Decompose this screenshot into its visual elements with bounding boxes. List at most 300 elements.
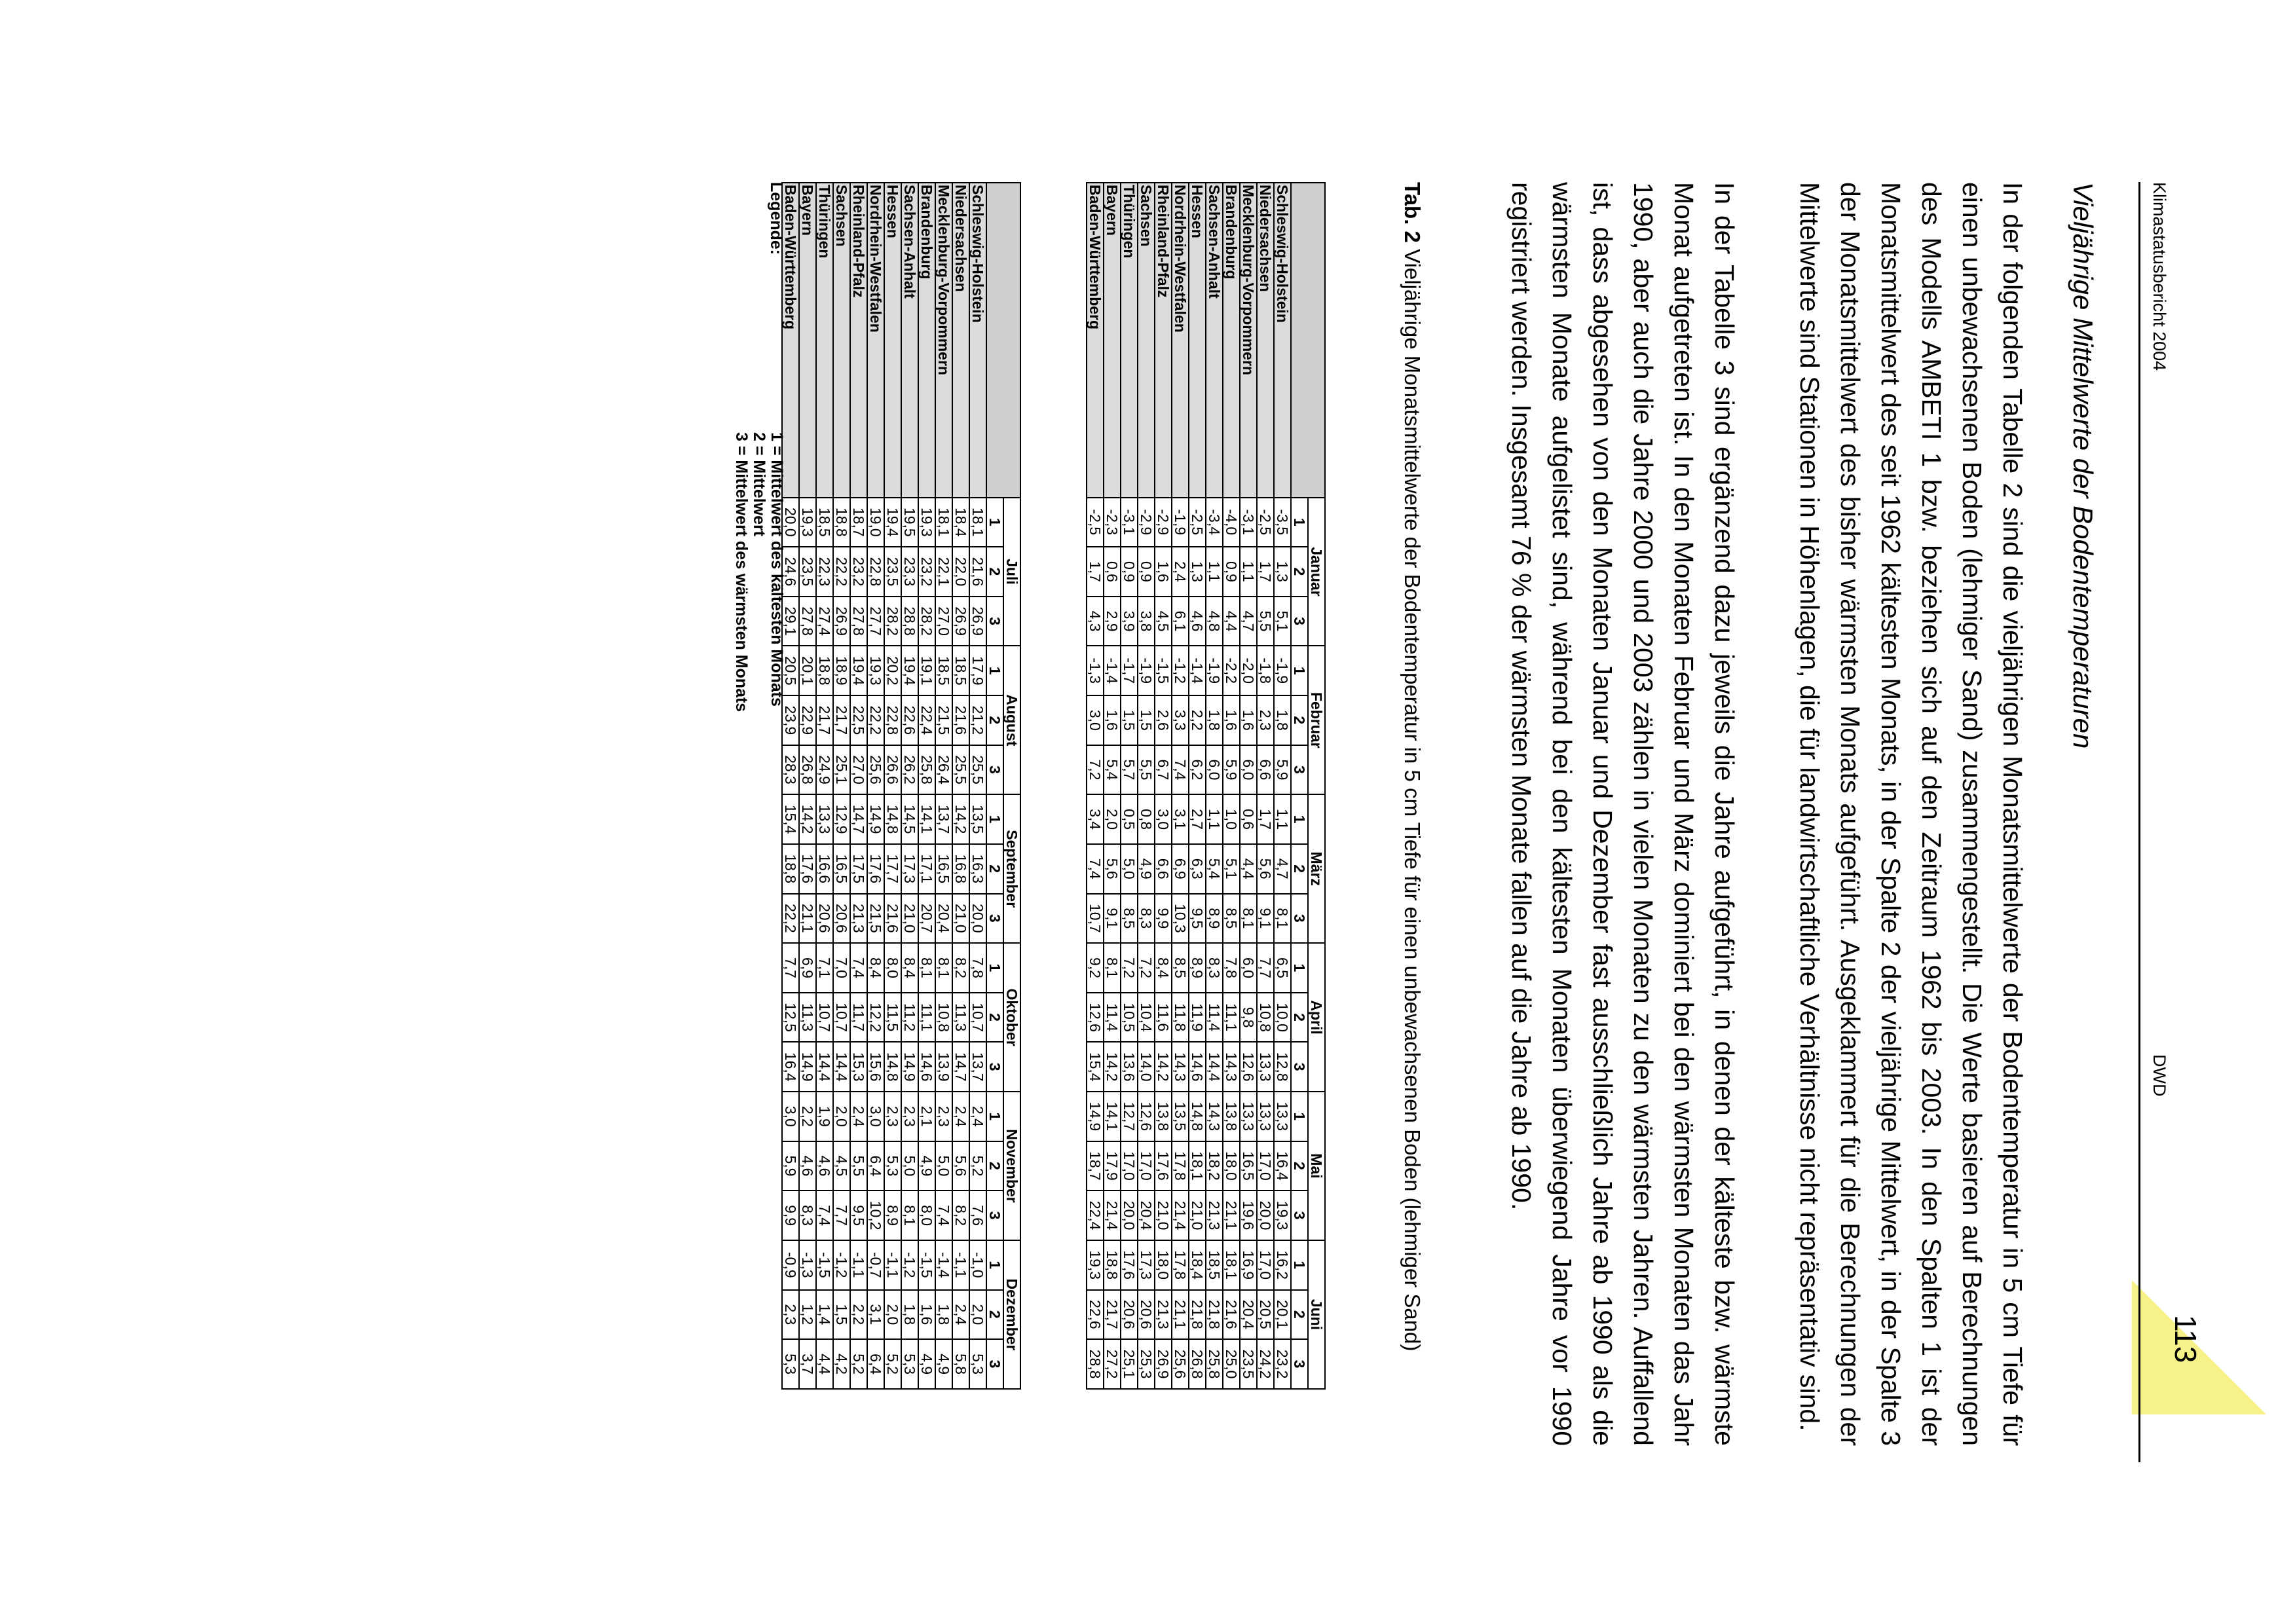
temperature-cell: 16,4 <box>782 1042 799 1092</box>
temperature-cell: -1,5 <box>1155 646 1172 695</box>
temperature-cell: 19,6 <box>1240 1190 1257 1240</box>
temperature-cell: 14,1 <box>918 794 935 844</box>
temperature-cell: 11,1 <box>1223 993 1240 1043</box>
temperature-cell: 8,1 <box>1274 894 1291 944</box>
temperature-cell: 25,1 <box>833 745 850 795</box>
temperature-cell: 1,8 <box>1274 695 1291 745</box>
publisher-label: DWD <box>2150 1054 2169 1097</box>
temperature-cell: 22,8 <box>867 547 884 597</box>
temperature-cell: 3,8 <box>1138 597 1155 646</box>
temperature-cell: 16,5 <box>1240 1141 1257 1191</box>
temperature-cell: 9,2 <box>1087 943 1104 993</box>
column-index-header: 3 <box>1291 745 1308 795</box>
column-index-header: 3 <box>986 597 1003 646</box>
column-index-header: 1 <box>986 943 1003 993</box>
temperature-cell: 21,7 <box>833 695 850 745</box>
temperature-cell: 18,8 <box>1104 1240 1121 1290</box>
column-index-header: 2 <box>986 1141 1003 1191</box>
temperature-cell: 2,0 <box>884 1290 901 1340</box>
temperature-cell: 5,0 <box>935 1141 952 1191</box>
month-header: Juni <box>1308 1240 1325 1389</box>
temperature-cell: 14,8 <box>1189 1092 1206 1141</box>
temperature-cell: 2,1 <box>918 1092 935 1141</box>
temperature-cell: 2,4 <box>952 1092 969 1141</box>
legend-item: 2 = Mittelwert <box>750 432 768 537</box>
temperature-cell: 8,9 <box>1206 894 1223 944</box>
temperature-cell: 9,5 <box>850 1190 867 1240</box>
temperature-cell: 5,0 <box>1121 844 1138 894</box>
temperature-cell: 23,2 <box>1274 1339 1291 1389</box>
temperature-cell: 16,2 <box>1274 1240 1291 1290</box>
temperature-cell: 14,3 <box>1223 1042 1240 1092</box>
month-header: Februar <box>1308 646 1325 794</box>
temperature-cell: 9,9 <box>1155 894 1172 944</box>
temperature-cell: 8,1 <box>918 943 935 993</box>
temperature-cell: 1,0 <box>1223 794 1240 844</box>
temperature-cell: -2,5 <box>1087 498 1104 547</box>
temperature-cell: 10,7 <box>969 993 986 1043</box>
temperature-cell: 17,9 <box>969 646 986 695</box>
temperature-cell: 20,0 <box>1121 1190 1138 1240</box>
temperature-cell: 5,2 <box>850 1339 867 1389</box>
state-name-cell: Nordrhein-Westfalen <box>1172 183 1189 498</box>
temperature-cell: 1,2 <box>799 1290 816 1340</box>
temperature-cell: 6,4 <box>867 1141 884 1191</box>
temperature-cell: 8,2 <box>952 943 969 993</box>
section-title: Vieljährige Mittelwerte der Bodentemperaturen <box>2068 182 2099 749</box>
temperature-cell: 2,4 <box>969 1092 986 1141</box>
temperature-cell: 24,9 <box>816 745 833 795</box>
temperature-cell: -2,3 <box>1104 498 1121 547</box>
temperature-cell: 17,6 <box>1121 1240 1138 1290</box>
temperature-cell: 4,4 <box>1223 597 1240 646</box>
temperature-cell: 18,4 <box>952 498 969 547</box>
temperature-cell: 11,2 <box>901 993 918 1043</box>
table-row <box>850 183 867 1389</box>
temperature-cell: 8,1 <box>901 1190 918 1240</box>
temperature-cell: 6,5 <box>1274 943 1291 993</box>
temperature-cell: 19,1 <box>918 646 935 695</box>
temperature-cell: 26,8 <box>799 745 816 795</box>
temperature-cell: 7,4 <box>850 943 867 993</box>
soil-temperature-table-jan-jun <box>1086 182 1326 1390</box>
temperature-cell: 9,9 <box>782 1190 799 1240</box>
temperature-cell: 27,0 <box>935 597 952 646</box>
temperature-cell: 0,9 <box>1121 547 1138 597</box>
temperature-cell: 10,8 <box>935 993 952 1043</box>
temperature-cell: 12,5 <box>782 993 799 1043</box>
page-number: 113 <box>2169 1315 2203 1363</box>
month-header: Juli <box>1003 498 1020 646</box>
temperature-cell: 21,0 <box>901 894 918 944</box>
temperature-cell: 23,2 <box>918 547 935 597</box>
temperature-cell: 18,1 <box>1223 1240 1240 1290</box>
temperature-cell: 5,6 <box>1104 844 1121 894</box>
state-name-cell: Sachsen <box>1138 183 1155 498</box>
temperature-cell: 20,0 <box>969 894 986 944</box>
temperature-cell: 17,3 <box>1138 1240 1155 1290</box>
temperature-cell: 10,7 <box>816 993 833 1043</box>
temperature-cell: 10,7 <box>833 993 850 1043</box>
temperature-cell: 21,1 <box>1172 1290 1189 1340</box>
temperature-cell: 5,4 <box>1104 745 1121 795</box>
table-row <box>799 183 816 1389</box>
month-header: August <box>1003 646 1020 794</box>
temperature-cell: 10,4 <box>1138 993 1155 1043</box>
temperature-cell: 17,1 <box>918 844 935 894</box>
temperature-cell: 16,5 <box>935 844 952 894</box>
temperature-cell: 2,4 <box>952 1290 969 1340</box>
temperature-cell: 22,2 <box>867 695 884 745</box>
temperature-cell: 12,2 <box>867 993 884 1043</box>
temperature-cell: 2,0 <box>969 1290 986 1340</box>
temperature-cell: 19,4 <box>884 498 901 547</box>
temperature-cell: 7,7 <box>1257 943 1274 993</box>
temperature-cell: 5,7 <box>1121 745 1138 795</box>
temperature-cell: 26,8 <box>1189 1339 1206 1389</box>
temperature-cell: 21,6 <box>1223 1290 1240 1340</box>
temperature-cell: 21,3 <box>850 894 867 944</box>
temperature-cell: 13,8 <box>1223 1092 1240 1141</box>
column-index-header: 2 <box>1291 695 1308 745</box>
temperature-cell: 17,7 <box>884 844 901 894</box>
temperature-cell: 15,6 <box>867 1042 884 1092</box>
temperature-cell: 23,9 <box>782 695 799 745</box>
temperature-cell: 22,4 <box>1087 1190 1104 1240</box>
temperature-cell: 27,7 <box>867 597 884 646</box>
temperature-cell: 14,0 <box>1138 1042 1155 1092</box>
temperature-cell: 1,1 <box>1274 794 1291 844</box>
temperature-cell: 5,3 <box>969 1339 986 1389</box>
temperature-cell: 14,2 <box>952 794 969 844</box>
temperature-cell: 10,7 <box>1087 894 1104 944</box>
temperature-cell: 10,0 <box>1274 993 1291 1043</box>
temperature-cell: 1,7 <box>1257 547 1274 597</box>
temperature-cell: 29,1 <box>782 597 799 646</box>
temperature-cell: 14,8 <box>884 794 901 844</box>
temperature-cell: 2,2 <box>850 1290 867 1340</box>
temperature-cell: 5,6 <box>1257 844 1274 894</box>
temperature-cell: 19,4 <box>850 646 867 695</box>
temperature-cell: 10,3 <box>1172 894 1189 944</box>
temperature-cell: 12,8 <box>1274 1042 1291 1092</box>
state-name-cell: Thüringen <box>816 183 833 498</box>
temperature-cell: 21,1 <box>799 894 816 944</box>
temperature-cell: 18,5 <box>935 646 952 695</box>
temperature-cell: 4,7 <box>1274 844 1291 894</box>
temperature-cell: 5,9 <box>1223 745 1240 795</box>
temperature-cell: 13,7 <box>935 794 952 844</box>
temperature-cell: 27,8 <box>850 597 867 646</box>
month-header: Mai <box>1308 1092 1325 1240</box>
temperature-cell: 11,3 <box>799 993 816 1043</box>
temperature-cell: 14,7 <box>952 1042 969 1092</box>
temperature-cell: 13,9 <box>935 1042 952 1092</box>
state-name-cell: Hessen <box>1189 183 1206 498</box>
column-index-header: 2 <box>986 547 1003 597</box>
temperature-cell: -1,4 <box>1104 646 1121 695</box>
temperature-cell: 4,6 <box>1189 597 1206 646</box>
month-header: Dezember <box>1003 1240 1020 1389</box>
temperature-cell: 7,2 <box>1087 745 1104 795</box>
temperature-cell: 1,5 <box>1121 695 1138 745</box>
temperature-cell: 22,1 <box>935 547 952 597</box>
temperature-cell: 1,8 <box>901 1290 918 1340</box>
temperature-cell: -1,3 <box>799 1240 816 1290</box>
temperature-cell: 2,4 <box>850 1092 867 1141</box>
temperature-cell: 7,4 <box>816 1190 833 1240</box>
temperature-cell: 5,6 <box>952 1141 969 1191</box>
temperature-cell: 3,1 <box>867 1290 884 1340</box>
column-index-header: 3 <box>986 1339 1003 1389</box>
temperature-cell: 2,2 <box>1189 695 1206 745</box>
month-header: April <box>1308 943 1325 1092</box>
temperature-cell: 22,8 <box>884 695 901 745</box>
temperature-cell: 18,5 <box>952 646 969 695</box>
table-row <box>1223 183 1240 1389</box>
temperature-cell: 20,1 <box>799 646 816 695</box>
temperature-cell: 1,6 <box>1104 695 1121 745</box>
temperature-cell: -1,5 <box>816 1240 833 1290</box>
temperature-cell: 8,0 <box>884 943 901 993</box>
temperature-cell: 2,3 <box>935 1092 952 1141</box>
temperature-cell: 2,9 <box>1104 597 1121 646</box>
temperature-cell: 28,3 <box>782 745 799 795</box>
temperature-cell: 21,3 <box>1206 1190 1223 1240</box>
temperature-cell: 21,8 <box>1189 1290 1206 1340</box>
temperature-cell: 19,3 <box>918 498 935 547</box>
state-name-cell: Nordrhein-Westfalen <box>867 183 884 498</box>
temperature-cell: -1,2 <box>833 1240 850 1290</box>
temperature-cell: 18,9 <box>833 646 850 695</box>
temperature-cell: 14,9 <box>901 1042 918 1092</box>
temperature-cell: 14,3 <box>1172 1042 1189 1092</box>
temperature-cell: 11,7 <box>850 993 867 1043</box>
state-name-cell: Bayern <box>1104 183 1121 498</box>
temperature-cell: 5,4 <box>1206 844 1223 894</box>
temperature-cell: 4,2 <box>833 1339 850 1389</box>
temperature-cell: 6,2 <box>1189 745 1206 795</box>
temperature-cell: 13,6 <box>1121 1042 1138 1092</box>
temperature-cell: 5,9 <box>782 1141 799 1191</box>
state-name-cell: Mecklenburg-Vorpommern <box>1240 183 1257 498</box>
table-row <box>867 183 884 1389</box>
temperature-cell: 16,8 <box>952 844 969 894</box>
temperature-cell: 14,9 <box>799 1042 816 1092</box>
temperature-cell: -1,3 <box>1087 646 1104 695</box>
temperature-cell: 22,0 <box>952 547 969 597</box>
table-row <box>918 183 935 1389</box>
temperature-cell: 5,8 <box>952 1339 969 1389</box>
temperature-cell: -1,9 <box>1206 646 1223 695</box>
temperature-cell: 27,2 <box>1104 1339 1121 1389</box>
temperature-cell: 12,6 <box>1240 1042 1257 1092</box>
soil-temperature-table-jul-dec <box>781 182 1021 1390</box>
table-row <box>1155 183 1172 1389</box>
table-row <box>1257 183 1274 1389</box>
temperature-cell: 4,9 <box>935 1339 952 1389</box>
header-divider <box>2138 182 2140 1462</box>
temperature-cell: 6,7 <box>1155 745 1172 795</box>
state-name-cell: Sachsen <box>833 183 850 498</box>
temperature-cell: 7,7 <box>833 1190 850 1240</box>
temperature-cell: 4,9 <box>918 1141 935 1191</box>
temperature-cell: 19,3 <box>1087 1240 1104 1290</box>
column-index-header: 3 <box>1291 597 1308 646</box>
column-index-header: 3 <box>1291 894 1308 944</box>
column-index-header: 1 <box>986 646 1003 695</box>
temperature-cell: 19,3 <box>1274 1190 1291 1240</box>
temperature-cell: 2,6 <box>1155 695 1172 745</box>
temperature-cell: 26,9 <box>833 597 850 646</box>
temperature-cell: -3,4 <box>1206 498 1223 547</box>
temperature-cell: 7,8 <box>1223 943 1240 993</box>
temperature-cell: -1,5 <box>918 1240 935 1290</box>
temperature-cell: 21,4 <box>1172 1190 1189 1240</box>
temperature-cell: 5,5 <box>1257 597 1274 646</box>
temperature-cell: 4,5 <box>1155 597 1172 646</box>
temperature-cell: 14,4 <box>833 1042 850 1092</box>
column-index-header: 1 <box>1291 1092 1308 1141</box>
temperature-cell: 22,6 <box>1087 1290 1104 1340</box>
temperature-cell: 1,6 <box>1223 695 1240 745</box>
column-index-header: 3 <box>986 894 1003 944</box>
temperature-cell: 18,4 <box>1189 1240 1206 1290</box>
temperature-cell: 14,6 <box>918 1042 935 1092</box>
temperature-cell: 5,9 <box>1274 745 1291 795</box>
temperature-cell: 16,3 <box>969 844 986 894</box>
temperature-cell: 13,3 <box>1240 1092 1257 1141</box>
table-caption-label: Tab. 2 <box>1400 182 1425 243</box>
temperature-cell: 19,3 <box>799 498 816 547</box>
temperature-cell: 22,9 <box>799 695 816 745</box>
temperature-cell: 6,9 <box>1172 844 1189 894</box>
temperature-cell: 9,5 <box>1189 894 1206 944</box>
temperature-cell: 17,6 <box>799 844 816 894</box>
column-index-header: 1 <box>1291 646 1308 695</box>
legend-items <box>732 432 785 712</box>
temperature-cell: 24,2 <box>1257 1339 1274 1389</box>
temperature-cell: 23,5 <box>799 547 816 597</box>
temperature-cell: 20,5 <box>1257 1290 1274 1340</box>
temperature-cell: 21,0 <box>1189 1190 1206 1240</box>
temperature-cell: 17,5 <box>850 844 867 894</box>
header-corner-cell <box>986 183 1020 498</box>
temperature-cell: 14,9 <box>867 794 884 844</box>
temperature-cell: 19,0 <box>867 498 884 547</box>
temperature-cell: 27,4 <box>816 597 833 646</box>
table-row <box>782 183 799 1389</box>
state-name-cell: Baden-Württemberg <box>782 183 799 498</box>
month-header-row <box>1003 183 1020 1389</box>
temperature-cell: 8,2 <box>952 1190 969 1240</box>
temperature-cell: 18,1 <box>935 498 952 547</box>
temperature-cell: 6,0 <box>1240 943 1257 993</box>
temperature-cell: 6,0 <box>1206 745 1223 795</box>
temperature-cell: 2,2 <box>799 1092 816 1141</box>
temperature-cell: 9,8 <box>1240 993 1257 1043</box>
temperature-cell: 21,3 <box>1155 1290 1172 1340</box>
temperature-cell: 20,0 <box>1257 1190 1274 1240</box>
state-name-cell: Rheinland-Pfalz <box>1155 183 1172 498</box>
temperature-cell: -3,5 <box>1274 498 1291 547</box>
temperature-cell: 4,7 <box>1240 597 1257 646</box>
temperature-cell: 4,4 <box>1240 844 1257 894</box>
temperature-cell: 17,3 <box>901 844 918 894</box>
temperature-cell: 10,8 <box>1257 993 1274 1043</box>
temperature-cell: 3,0 <box>782 1092 799 1141</box>
temperature-cell: 3,3 <box>1172 695 1189 745</box>
table-row <box>1138 183 1155 1389</box>
temperature-cell: 8,5 <box>1223 894 1240 944</box>
month-header: November <box>1003 1092 1020 1240</box>
temperature-cell: 7,4 <box>1087 844 1104 894</box>
temperature-cell: 14,1 <box>1104 1092 1121 1141</box>
temperature-cell: 17,8 <box>1172 1240 1189 1290</box>
temperature-cell: 6,4 <box>867 1339 884 1389</box>
temperature-cell: -4,0 <box>1223 498 1240 547</box>
temperature-cell: 13,3 <box>1257 1092 1274 1141</box>
temperature-cell: 26,9 <box>969 597 986 646</box>
state-name-cell: Thüringen <box>1121 183 1138 498</box>
temperature-cell: 20,4 <box>935 894 952 944</box>
temperature-cell: 7,8 <box>969 943 986 993</box>
temperature-cell: 1,1 <box>1240 547 1257 597</box>
temperature-cell: 4,9 <box>1138 844 1155 894</box>
temperature-cell: 8,3 <box>1138 894 1155 944</box>
temperature-cell: 4,6 <box>816 1141 833 1191</box>
temperature-cell: -2,0 <box>1240 646 1257 695</box>
temperature-cell: -0,9 <box>782 1240 799 1290</box>
column-index-header: 1 <box>1291 794 1308 844</box>
temperature-cell: 26,6 <box>884 745 901 795</box>
temperature-cell: 21,4 <box>1104 1190 1121 1240</box>
temperature-cell: 20,4 <box>1240 1290 1257 1340</box>
temperature-cell: -2,5 <box>1257 498 1274 547</box>
temperature-cell: 8,9 <box>884 1190 901 1240</box>
temperature-cell: 6,6 <box>1257 745 1274 795</box>
temperature-cell: -1,7 <box>1121 646 1138 695</box>
temperature-cell: 18,1 <box>1189 1141 1206 1191</box>
temperature-cell: 8,1 <box>1104 943 1121 993</box>
temperature-cell: 7,1 <box>816 943 833 993</box>
temperature-cell: 14,2 <box>1104 1042 1121 1092</box>
temperature-cell: 24,6 <box>782 547 799 597</box>
temperature-cell: 21,1 <box>1223 1190 1240 1240</box>
temperature-cell: -1,4 <box>935 1240 952 1290</box>
temperature-cell: 5,3 <box>884 1141 901 1191</box>
legend-label: Legende: <box>767 182 785 255</box>
temperature-cell: 22,4 <box>918 695 935 745</box>
temperature-cell: 1,7 <box>1087 547 1104 597</box>
temperature-cell: 4,3 <box>1087 597 1104 646</box>
temperature-cell: 1,3 <box>1189 547 1206 597</box>
temperature-cell: 14,8 <box>884 1042 901 1092</box>
temperature-cell: -2,5 <box>1189 498 1206 547</box>
temperature-cell: 25,8 <box>1206 1339 1223 1389</box>
temperature-cell: 17,0 <box>1257 1240 1274 1290</box>
temperature-cell: 28,2 <box>884 597 901 646</box>
temperature-cell: 17,0 <box>1257 1141 1274 1191</box>
temperature-cell: 25,8 <box>918 745 935 795</box>
column-index-header: 2 <box>986 1290 1003 1340</box>
temperature-cell: 19,3 <box>867 646 884 695</box>
temperature-cell: -1,1 <box>850 1240 867 1290</box>
temperature-cell: 12,6 <box>1087 993 1104 1043</box>
temperature-cell: 1,6 <box>1240 695 1257 745</box>
header-corner-cell <box>1291 183 1325 498</box>
temperature-cell: -3,1 <box>1240 498 1257 547</box>
